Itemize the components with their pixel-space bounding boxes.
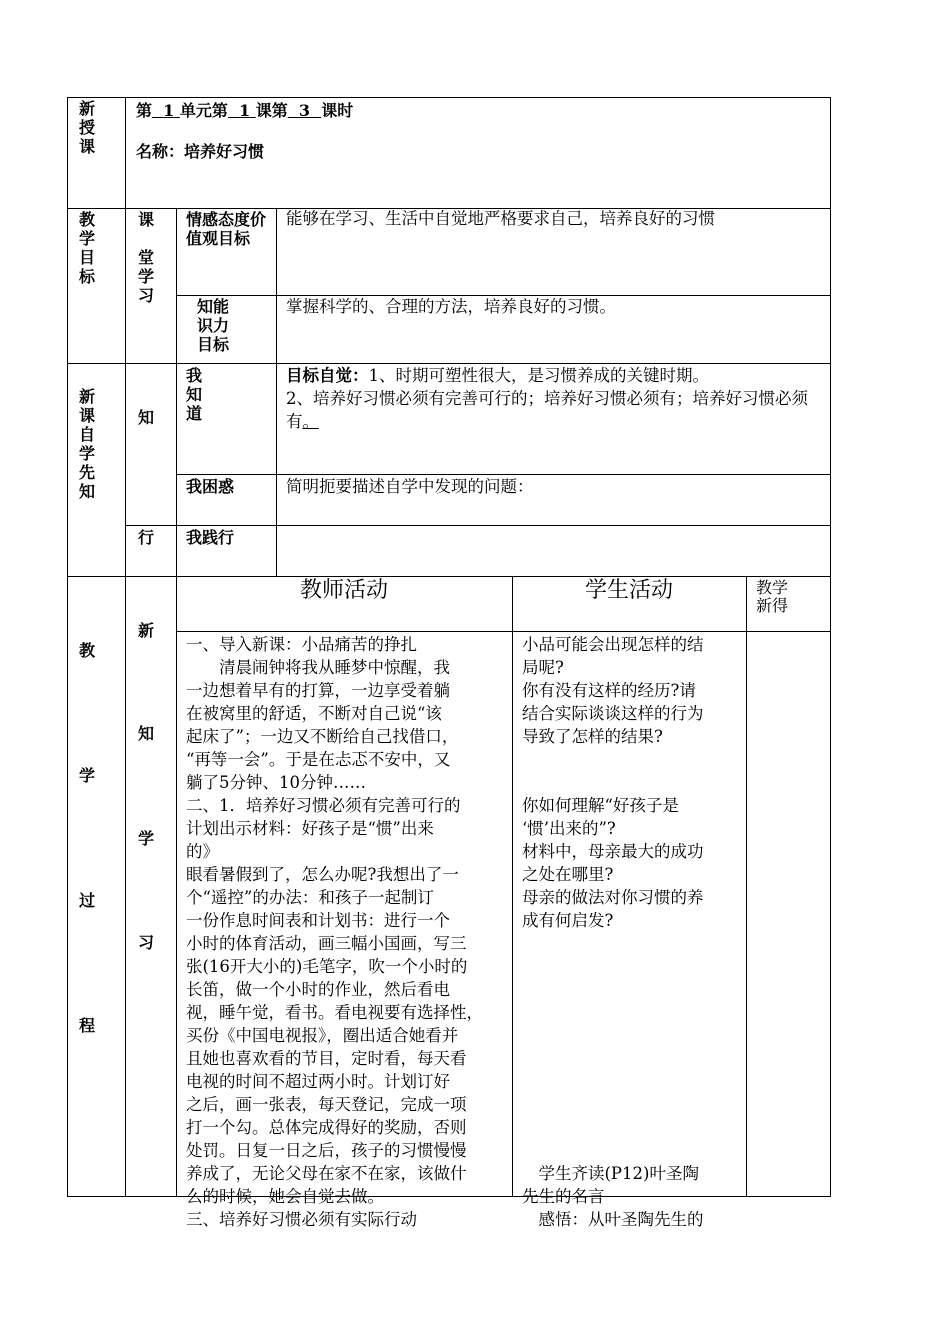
teaching-goals-label: 教学目标 <box>78 210 95 286</box>
student-activity-line <box>522 1001 744 1024</box>
i-practice-label: 我践行 <box>186 528 235 547</box>
teacher-activity-line: 躺了5分钟、10分钟…… <box>186 773 366 792</box>
i-wonder-label: 我困惑 <box>186 477 235 496</box>
teacher-activity-line: 小时的体育活动，画三幅小国画，写三 <box>186 934 467 953</box>
do-column-label: 行 <box>137 528 154 547</box>
i-know-label: 我知道 <box>186 366 203 423</box>
student-activity-line <box>522 932 744 955</box>
student-activity-header: 学生活动 <box>584 578 673 603</box>
emotion-goal-text: 能够在学习、生活中自觉地严格要求自己，培养良好的习惯 <box>286 209 715 228</box>
lesson-name: 名称：培养好习惯 <box>136 142 265 161</box>
row-divider <box>125 525 831 526</box>
new-lesson-label: 新授课 <box>78 99 95 156</box>
student-activity-line: ‘惯’出来的”? <box>522 819 616 838</box>
know-column-label: 知 <box>137 408 154 427</box>
student-activity-line: 成有何启发? <box>522 911 614 930</box>
student-activity-line: 先生的名言 <box>522 1187 605 1206</box>
col-divider <box>276 208 277 576</box>
new-knowledge-char: 知 <box>137 724 154 743</box>
unit-line: 第 1 单元第 1 课第 3 课时 <box>136 101 354 120</box>
teacher-activity-line: 一、导入新课：小品痛苦的挣扎 <box>186 635 417 654</box>
student-activity-line <box>522 1139 744 1162</box>
teacher-activity-line: 计划出示材料：好孩子是“惯”出来 <box>186 819 434 838</box>
table-border-left <box>67 97 68 1197</box>
student-activity-line <box>522 771 744 794</box>
teacher-activity-line: 之后，画一张表，每天登记，完成一项 <box>186 1095 467 1114</box>
emotion-goal-label: 情感态度价值观目标 <box>186 210 267 248</box>
student-activity-line: 小品可能会出现怎样的结 <box>522 635 704 654</box>
i-wonder-text: 简明扼要描述自学中发现的问题： <box>286 477 534 496</box>
teacher-activity-line: 一份作息时间表和计划书：进行一个 <box>186 911 450 930</box>
teacher-activity-line: 且她也喜欢看的节目，定时看，每天看 <box>186 1049 467 1068</box>
row-divider <box>67 576 831 577</box>
col-divider <box>125 97 126 1197</box>
teacher-activity-line: 养成了，无论父母在家不在家，该做什 <box>186 1164 467 1183</box>
student-activity-line: 你有没有这样的经历?请 <box>522 681 696 700</box>
student-activity-line <box>522 1093 744 1116</box>
student-activity-line: 材料中，母亲最大的成功 <box>522 842 704 861</box>
teacher-activity-line: 电视的时间不超过两小时。计划订好 <box>186 1072 450 1091</box>
teacher-activity-line: 么的时候，她会自觉去做。 <box>186 1187 384 1206</box>
student-activity-line <box>522 1024 744 1047</box>
teacher-activity-line: 清晨闹钟将我从睡梦中惊醒，我 <box>186 658 450 677</box>
student-activity-line: 之处在哪里? <box>522 865 614 884</box>
student-activity-line: 结合实际谈谈这样的行为 <box>522 704 704 723</box>
student-activity-line: 导致了怎样的结果? <box>522 727 663 746</box>
teacher-activity-line: 二、1．培养好习惯必须有完善可行的 <box>186 796 461 815</box>
student-activity-line: 学生齐读(P12)叶圣陶 <box>522 1164 699 1183</box>
row-divider <box>176 631 831 632</box>
teacher-activity-line: 买份《中国电视报》，圈出适合她看并 <box>186 1026 459 1045</box>
self-study-label: 新课自学先知 <box>78 387 95 501</box>
col-divider <box>176 208 177 1197</box>
process-label-char: 教 <box>78 641 95 660</box>
knowledge-goal-text: 掌握科学的、合理的方法，培养良好的习惯。 <box>286 297 616 316</box>
student-activity-line: 局呢? <box>522 658 564 677</box>
teacher-activity-line: 起床了”；一边又不断给自己找借口， <box>186 727 459 746</box>
student-activity-line <box>522 1070 744 1093</box>
process-label-char: 程 <box>78 1016 95 1035</box>
process-label-char: 过 <box>78 891 95 910</box>
knowledge-goal-label: 知能识力目标 <box>197 297 230 354</box>
table-border-top <box>67 97 831 98</box>
student-activity-line: 母亲的做法对你习惯的养 <box>522 888 704 907</box>
student-activity-line: 感悟：从叶圣陶先生的 <box>522 1210 704 1229</box>
new-knowledge-char: 学 <box>137 829 154 848</box>
table-border-right <box>830 97 831 1197</box>
student-activity-line <box>522 978 744 1001</box>
teacher-activity-line: 张(16开大小的)毛笔字，吹一个小时的 <box>186 957 468 976</box>
student-activity-line <box>522 1047 744 1070</box>
process-label-char: 学 <box>78 766 95 785</box>
new-knowledge-char: 新 <box>137 621 154 640</box>
teacher-activity-header: 教师活动 <box>299 578 388 603</box>
teacher-activity-line: 视，睡午觉，看书。看电视要有选择性， <box>186 1003 483 1022</box>
teacher-activity-line: 眼看暑假到了，怎么办呢?我想出了一 <box>186 865 459 884</box>
teacher-activity-line: “再等一会”。于是在忐忑不安中，又 <box>186 750 451 769</box>
teaching-notes-header: 教学新得 <box>756 578 789 615</box>
student-activity-line: 你如何理解“好孩子是 <box>522 796 679 815</box>
teacher-activity-line: 长笛，做一个小时的作业，然后看电 <box>186 980 450 999</box>
student-activity-line <box>522 1116 744 1139</box>
student-activity-line <box>522 748 744 771</box>
new-knowledge-char: 习 <box>137 933 154 952</box>
teacher-activity-line: 一边想着早有的打算，一边享受着躺 <box>186 681 450 700</box>
teacher-activity-line: 打一个勾。总体完成得好的奖励，否则 <box>186 1118 467 1137</box>
col-divider <box>512 576 513 1197</box>
teacher-activity-line: 的》 <box>186 842 219 861</box>
teacher-activity-line: 处罚。日复一日之后，孩子的习惯慢慢 <box>186 1141 467 1160</box>
teacher-activity-text <box>186 633 508 1231</box>
student-activity-line <box>522 955 744 978</box>
student-activity-text <box>522 633 744 1231</box>
col-divider <box>746 576 747 1197</box>
classroom-learning-label: 课 堂 学 习 <box>137 210 154 305</box>
teacher-activity-line: 三、培养好习惯必须有实际行动 <box>186 1210 417 1229</box>
teacher-activity-line: 在被窝里的舒适，不断对自己说“该 <box>186 704 442 723</box>
i-know-text: 目标自觉：1、时期可塑性很大，是习惯养成的关键时期。 2、培养好习惯必须有完善可行的；培养好习惯必须有；培养好习惯必须有。 <box>286 366 808 431</box>
teacher-activity-line: 个“遥控”的办法：和孩子一起制订 <box>186 888 434 907</box>
